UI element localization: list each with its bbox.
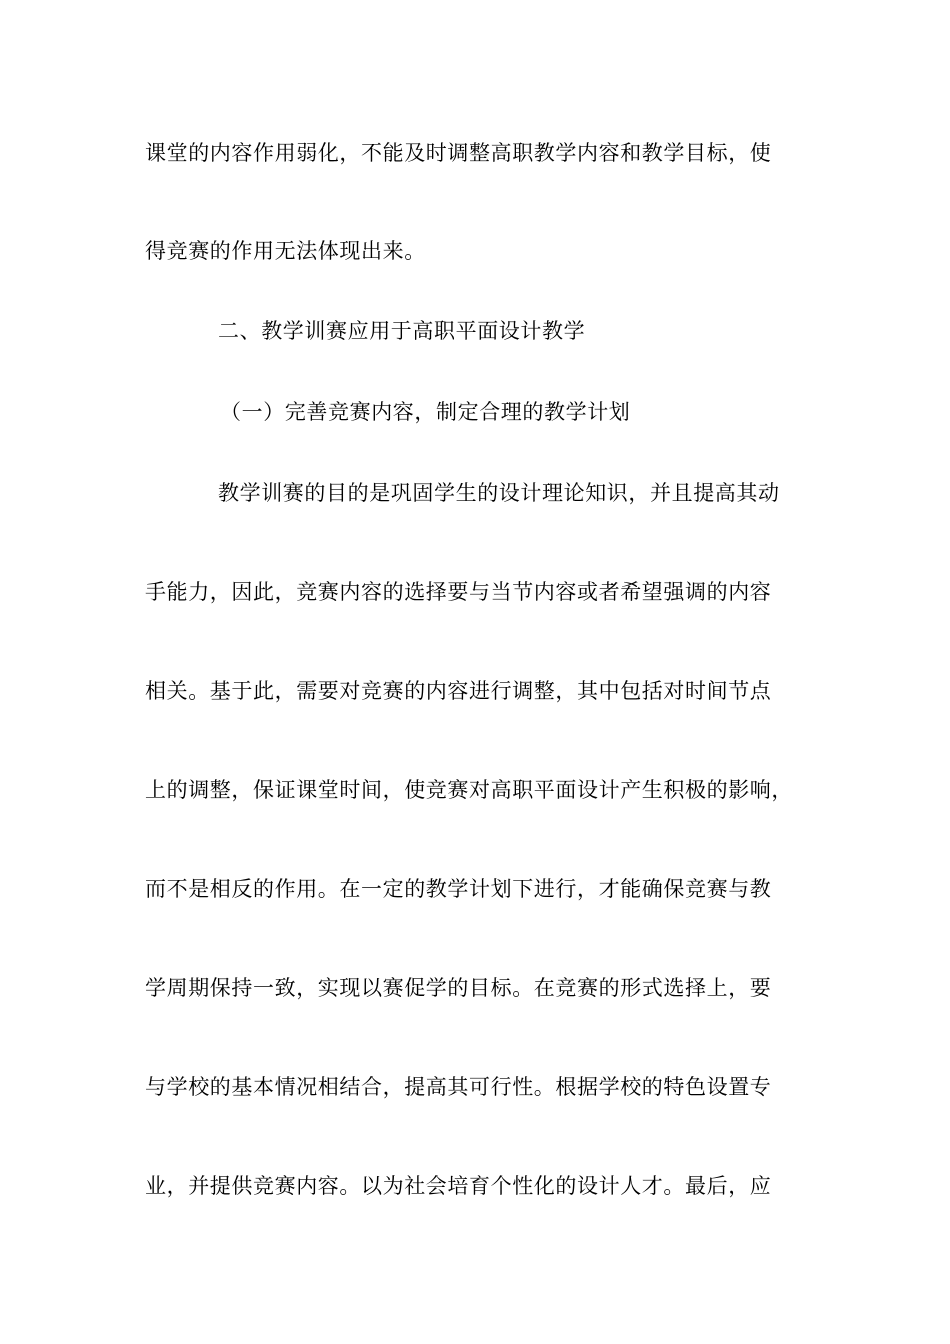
section-heading: 二、教学训赛应用于高职平面设计教学 bbox=[218, 319, 586, 343]
subsection-heading: （一）完善竞赛内容，制定合理的教学计划 bbox=[220, 400, 631, 424]
body-text-line: 相关。基于此，需要对竞赛的内容进行调整，其中包括对时间节点 bbox=[145, 679, 772, 703]
body-text-line: 得竞赛的作用无法体现出来。 bbox=[145, 239, 426, 263]
body-text-line: 与学校的基本情况相结合，提高其可行性。根据学校的特色设置专 bbox=[145, 1075, 772, 1099]
paragraph-first-line: 教学训赛的目的是巩固学生的设计理论知识，并且提高其动 bbox=[218, 481, 780, 505]
body-text-line: 而不是相反的作用。在一定的教学计划下进行，才能确保竞赛与教 bbox=[145, 877, 772, 901]
body-text-line: 手能力，因此，竞赛内容的选择要与当节内容或者希望强调的内容 bbox=[145, 580, 772, 604]
body-text-line: 上的调整，保证课堂时间，使竞赛对高职平面设计产生积极的影响， bbox=[145, 778, 793, 802]
body-text-line: 业，并提供竞赛内容。以为社会培育个性化的设计人才。最后，应 bbox=[145, 1174, 772, 1198]
body-text-line: 课堂的内容作用弱化，不能及时调整高职教学内容和教学目标，使 bbox=[145, 141, 772, 165]
body-text-line: 学周期保持一致，实现以赛促学的目标。在竞赛的形式选择上，要 bbox=[145, 976, 772, 1000]
